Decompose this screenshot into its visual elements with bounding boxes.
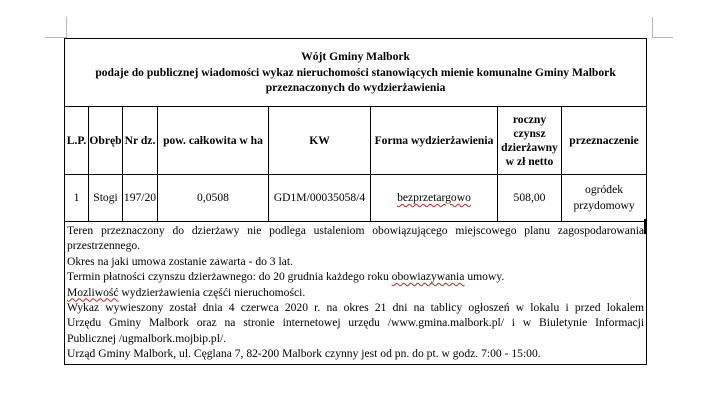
cell-obreb: Stogi: [89, 175, 123, 222]
margin-corner-mark: [652, 37, 673, 38]
note-bip: Publicznej /ugmalbork.mojbip.pl/.: [67, 331, 227, 345]
notes-row: [65, 222, 647, 365]
col-header-przeznaczenie: przeznaczenie: [562, 107, 647, 175]
col-header-czynsz: roczny czynsz dzierżawny w zł netto: [498, 107, 562, 175]
note-partial-word: Mozliwość: [67, 285, 119, 299]
table-row: [65, 175, 647, 222]
header-subtitle: podaje do publicznej wiadomości wykaz nieruchomości stanowiących mienie komunalne Gminy Malbork: [95, 65, 616, 79]
cell-czynsz: 508,00: [498, 175, 562, 222]
col-header-lp: L.P.: [65, 107, 89, 175]
col-header-obreb: Obręb: [89, 107, 123, 175]
header-title: Wójt Gminy Malbork: [301, 50, 410, 64]
note-office-hours: Urząd Gminy Malbork, ul. Cęglana 7, 82-200 Malbork czynny jest od pn. do pt. w godz. 7:00 - 15:00.: [67, 347, 541, 361]
text-cursor: [644, 219, 646, 234]
note-plan: Teren przeznaczony do dzierżawy nie podlega ustaleniom obowiązującego miejscowego planu zagospodarowania: [67, 224, 645, 237]
note-payment: [67, 269, 644, 284]
note-website: Urzędu Gminy Malbork oraz na stronie internetowej urzędu /www.gmina.malbork.pl/ i w Biuletynie Informacji: [67, 316, 645, 330]
note-period: Okres na jaki umowa zostanie zawarta - do 3 lat.: [67, 254, 293, 268]
col-header-nr: Nr dz.: [123, 107, 158, 175]
note-plan-cont: przestrzennego.: [67, 239, 141, 253]
notes-section: [65, 222, 647, 365]
note-payment-text: Termin płatności czynszu dzierżawnego: do 20 grudnia każdego roku: [67, 270, 392, 284]
note-payment-end: umowy.: [464, 270, 505, 284]
cell-kw: GD1M/00035058/4: [269, 175, 371, 222]
cell-forma-text: bezprzetargowo: [397, 191, 471, 204]
note-posted: Wykaz wywieszony został dnia 4 czerwca 2020 r. na okres 21 dni na tablicy ogłoszeń w lokalu i przed lokalem: [67, 301, 645, 315]
notice-table: [64, 38, 647, 365]
col-header-kw: KW: [269, 107, 371, 175]
header-row: [65, 39, 647, 107]
note-payment-word: obowiazywania: [391, 270, 465, 284]
col-header-forma: Forma wydzierżawienia: [371, 107, 498, 175]
column-header-row: [65, 107, 647, 175]
cell-forma: [371, 175, 498, 222]
note-partial-text: wydzierżawienia częśći nieruchomości.: [118, 285, 306, 299]
note-partial: [67, 285, 644, 300]
cell-przeznaczenie: ogródek przydomowy: [562, 175, 647, 222]
cell-lp: 1: [65, 175, 89, 222]
header-subtitle-2: przeznaczonych do wydzierżawienia: [265, 81, 446, 95]
col-header-pow: pow. całkowita w ha: [158, 107, 269, 175]
notice-header: [65, 39, 647, 107]
margin-corner-mark: [652, 17, 653, 38]
margin-corner-mark: [66, 17, 67, 38]
margin-corner-mark: [45, 37, 66, 38]
cell-pow: 0,0508: [158, 175, 269, 222]
cell-nr: 197/20: [123, 175, 158, 222]
